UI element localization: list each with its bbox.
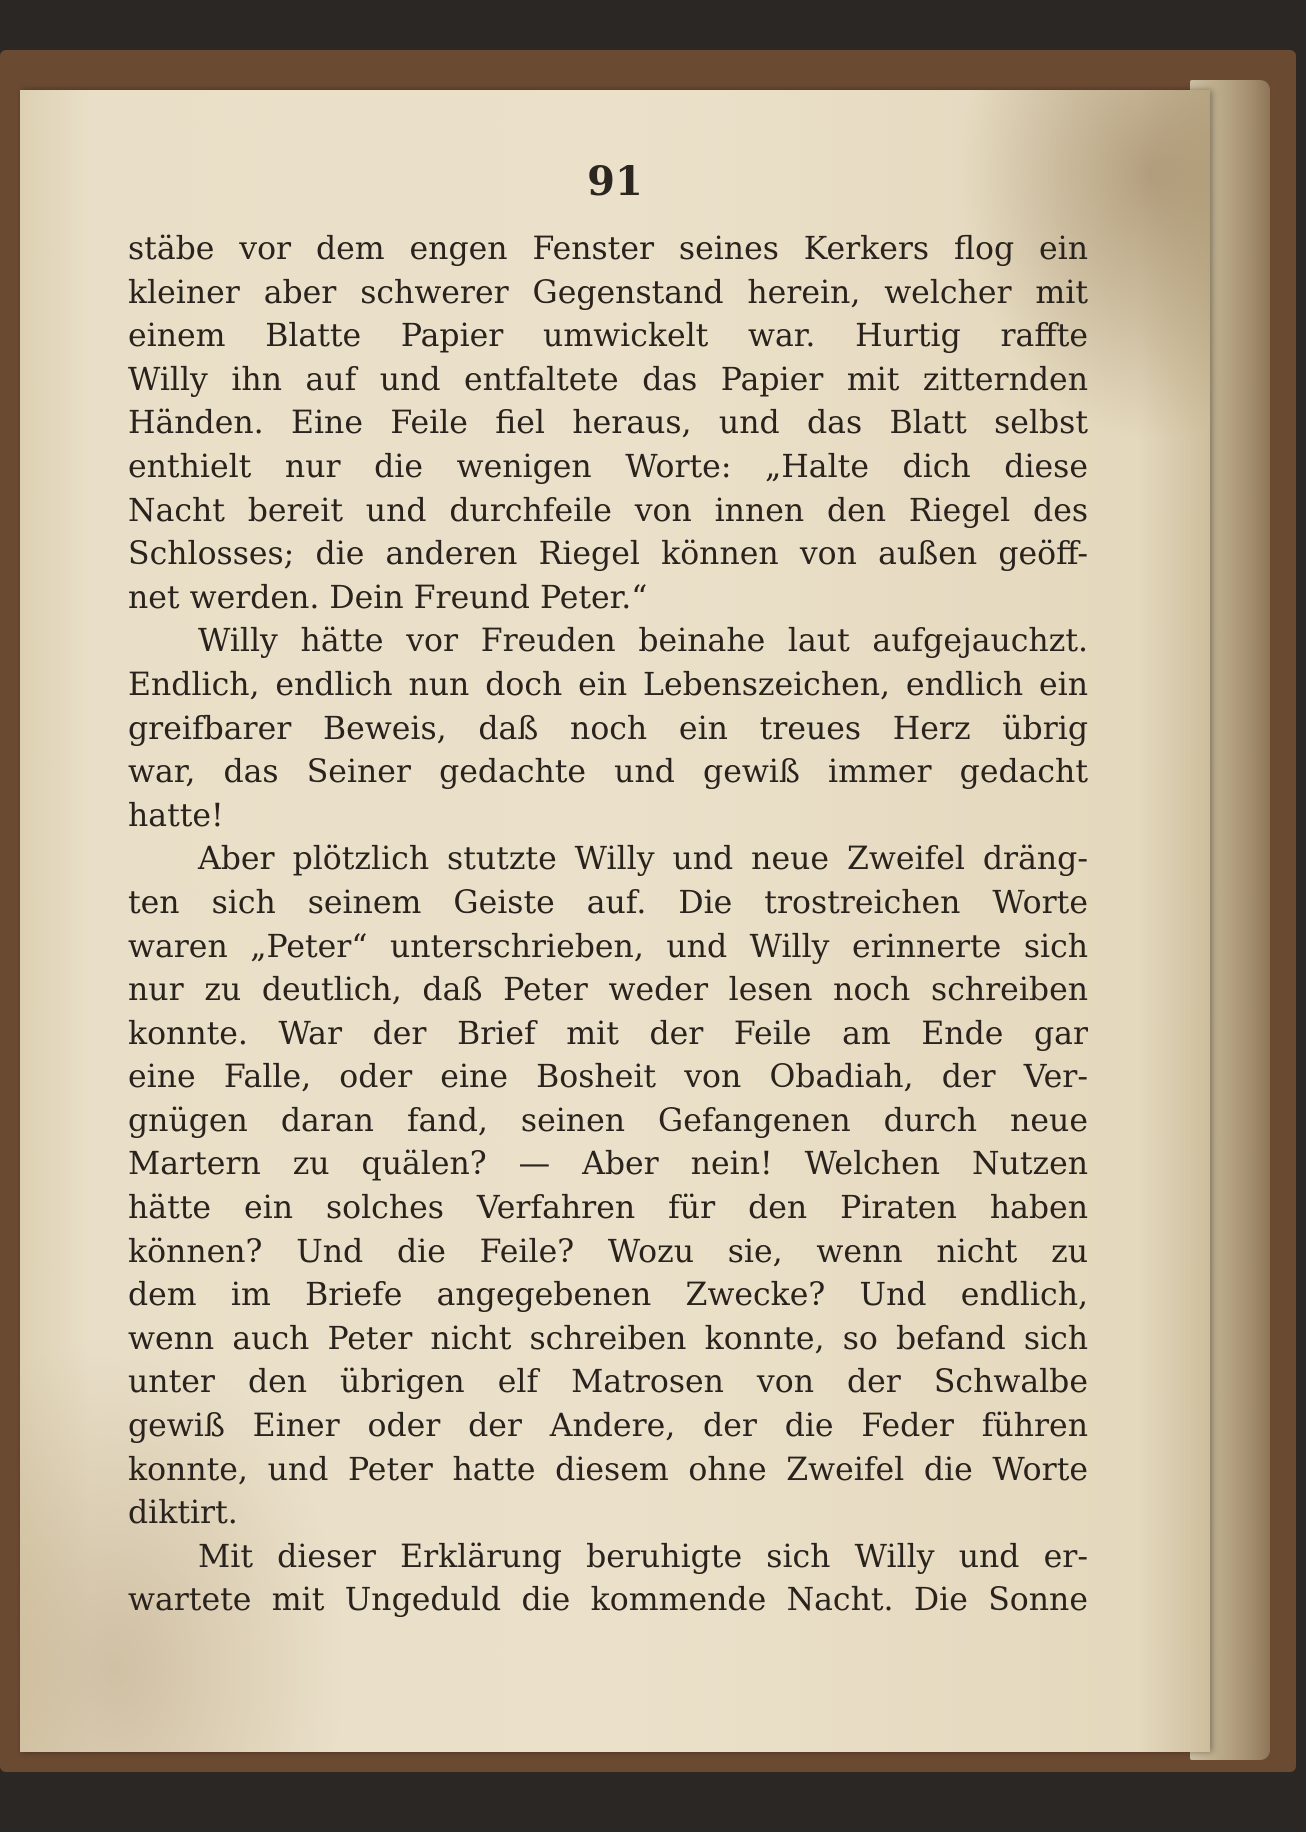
text-line: unter den übrigen elf Matrosen von der Schwalbe xyxy=(128,1364,1088,1401)
text-line: Endlich, endlich nun doch ein Lebenszeichen, endlich ein xyxy=(128,666,1088,703)
text-line: Willy hätte vor Freuden beinahe laut aufgejauchzt. xyxy=(198,623,1088,660)
text-line: Mit dieser Erklärung beruhigte sich Willy und er- xyxy=(198,1538,1088,1575)
text-line: gewiß Einer oder der Andere, der die Feder führen xyxy=(128,1408,1088,1445)
text-line: ten sich seinem Geiste auf. Die trostreichen Worte xyxy=(128,884,1088,921)
text-line: kleiner aber schwerer Gegenstand herein, welcher mit xyxy=(128,274,1088,311)
text-line: können? Und die Feile? Wozu sie, wenn nicht zu xyxy=(128,1233,1088,1270)
page-text xyxy=(128,228,1088,1623)
text-line: wartete mit Ungeduld die kommende Nacht. Die Sonne xyxy=(128,1582,1088,1619)
text-line: net werden. Dein Freund Peter.“ xyxy=(128,579,648,616)
text-line: diktirt. xyxy=(128,1495,238,1532)
text-line: Schlosses; die anderen Riegel können von außen geöff- xyxy=(128,536,1088,573)
text-line: Händen. Eine Feile fiel heraus, und das Blatt selbst xyxy=(128,405,1088,442)
text-line: wenn auch Peter nicht schreiben konnte, so befand sich xyxy=(128,1320,1088,1357)
text-line: stäbe vor dem engen Fenster seines Kerkers flog ein xyxy=(128,231,1088,267)
text-line: hätte ein solches Verfahren für den Piraten haben xyxy=(128,1190,1088,1227)
text-line: eine Falle, oder eine Bosheit von Obadiah, der Ver- xyxy=(128,1059,1088,1096)
text-line: nur zu deutlich, daß Peter weder lesen noch schreiben xyxy=(128,972,1088,1009)
text-line: greifbarer Beweis, daß noch ein treues Herz übrig xyxy=(128,710,1088,747)
text-line: Nacht bereit und durchfeile von innen den Riegel des xyxy=(128,492,1088,529)
text-line: Willy ihn auf und entfaltete das Papier mit zitternden xyxy=(128,361,1088,398)
text-line: dem im Briefe angegebenen Zwecke? Und endlich, xyxy=(128,1277,1088,1314)
text-line: waren „Peter“ unterschrieben, und Willy erinnerte sich xyxy=(128,928,1088,965)
book-page xyxy=(20,90,1210,1752)
page-number: 91 xyxy=(587,158,643,205)
text-line: konnte, und Peter hatte diesem ohne Zweifel die Worte xyxy=(128,1451,1088,1488)
text-line: gnügen daran fand, seinen Gefangenen durch neue xyxy=(128,1102,1088,1139)
text-line: Martern zu quälen? — Aber nein! Welchen Nutzen xyxy=(128,1146,1088,1183)
text-line: einem Blatte Papier umwickelt war. Hurtig raffte xyxy=(128,318,1088,355)
text-line: war, das Seiner gedachte und gewiß immer gedacht xyxy=(128,754,1088,791)
text-line: Aber plötzlich stutzte Willy und neue Zweifel dräng- xyxy=(198,841,1088,878)
text-line: konnte. War der Brief mit der Feile am Ende gar xyxy=(128,1015,1088,1052)
text-line: enthielt nur die wenigen Worte: „Halte dich diese xyxy=(128,448,1088,485)
text-line: hatte! xyxy=(128,797,224,834)
